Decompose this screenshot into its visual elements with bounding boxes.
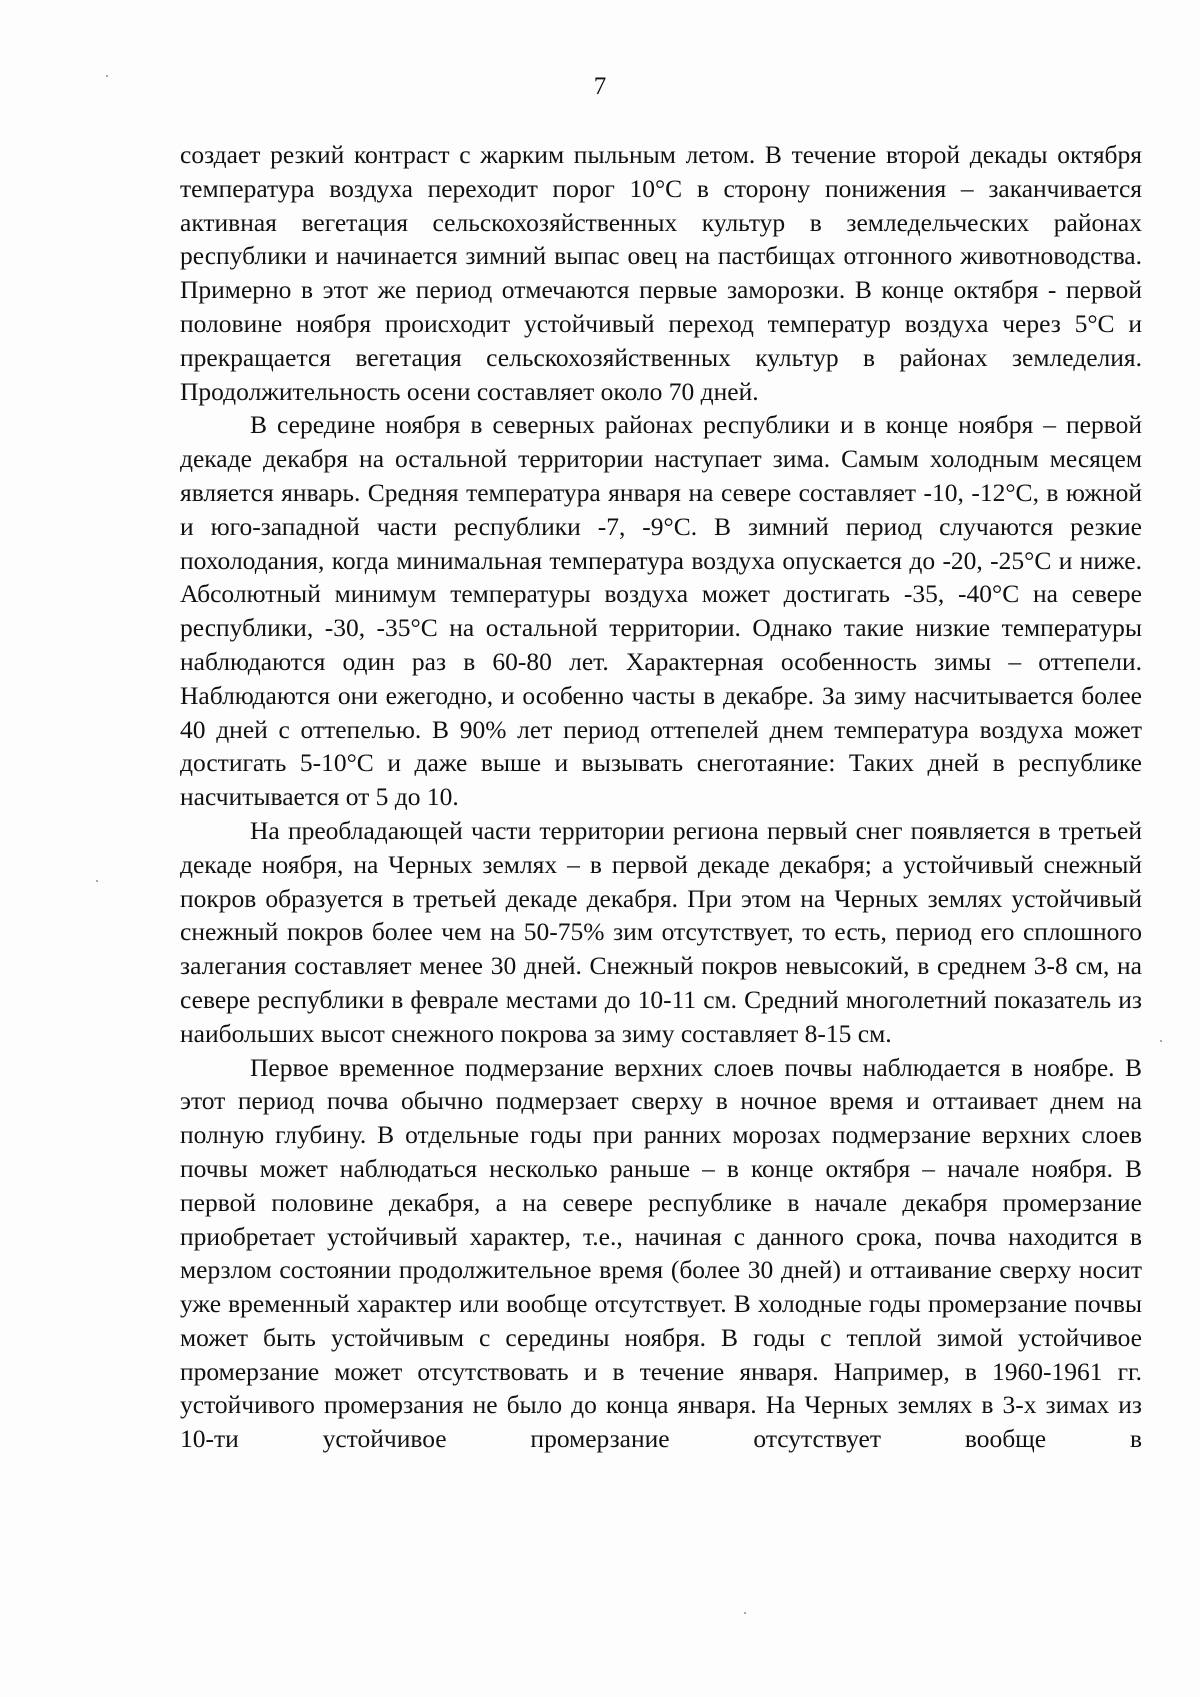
page-number: 7 bbox=[593, 73, 607, 100]
paragraph-soil-freezing: Первое временное подмерзание верхних слоев почвы наблюдается в ноябре. В этот период почва обычно подмерзает сверху в ночное время и оттаивает днем на полную глубину. В отдельные годы при ранних морозах подмерзание верхних слоев почвы может наблюдаться несколько раньше – в конце октября – начале ноября. В первой половине декабря, а на севере республике в начале декабря промерзание приобретает устойчивый характер, т.е., начиная с данного срока, почва находится в мерзлом состоянии продолжительное время (более 30 дней) и оттаивание сверху носит уже временный характер или вообще отсутствует. В холодные годы промерзание почвы может быть устойчивым с середины ноября. В годы с теплой зимой устойчивое промерзание может отсутствовать и в течение января. Например, в 1960-1961 гг. устойчивого промерзания не было до конца января. На Черных землях в 3-х зимах из 10-ти устойчивое промерзание отсутствует вообще в bbox=[180, 1052, 1142, 1454]
body-text bbox=[180, 138, 1142, 1456]
paragraph-autumn: создает резкий контраст с жарким пыльным летом. В течение второй декады октября температура воздуха переходит порог 10°С в сторону понижения – заканчивается активная вегетация сельскохозяйственных культур в земледельческих районах республики и начинается зимний выпас овец на пастбищах отгонного животноводства. Примерно в этот же период отмечаются первые заморозки. В конце октября - первой половине ноября происходит устойчивый переход температур воздуха через 5°С и прекращается вегетация сельскохозяйственных культур в районах земледелия. Продолжительность осени составляет около 70 дней. bbox=[180, 140, 1142, 406]
scan-speck bbox=[106, 75, 108, 77]
scan-speck bbox=[1160, 1040, 1162, 1042]
paragraph-snow-cover: На преобладающей части территории региона первый снег появляется в третьей декаде ноября, на Черных землях – в первой декаде декабря; а устойчивый снежный покров образуется в третьей декаде декабря. При этом на Черных землях устойчивый снежный покров более чем на 50-75% зим отсутствует, то есть, период его сплошного залегания составляет менее 30 дней. Снежный покров невысокий, в среднем 3-8 см, на севере республики в феврале местами до 10-11 см. Средний многолетний показатель из наибольших высот снежного покрова за зиму составляет 8-15 см. bbox=[180, 815, 1142, 1048]
scan-speck bbox=[744, 1612, 746, 1614]
paragraph-winter: В середине ноября в северных районах республики и в конце ноября – первой декаде декабря на остальной территории наступает зима. Самым холодным месяцем является январь. Средняя температура января на севере составляет -10, -12°С, в южной и юго-западной части республики -7, -9°С. В зимний период случаются резкие похолодания, когда минимальная температура воздуха опускается до -20, -25°С и ниже. Абсолютный минимум температуры воздуха может достигать -35, -40°С на севере республики, -30, -35°С на остальной территории. Однако такие низкие температуры наблюдаются один раз в 60-80 лет. Характерная особенность зимы – оттепели. Наблюдаются они ежегодно, и особенно часты в декабре. За зиму насчитывается более 40 дней с оттепелью. В 90% лет период оттепелей днем температура воздуха может достигать 5-10°С и даже выше и вызывать снеготаяние: Таких дней в республике насчитывается от 5 до 10. bbox=[180, 410, 1142, 812]
scan-speck bbox=[96, 880, 98, 882]
